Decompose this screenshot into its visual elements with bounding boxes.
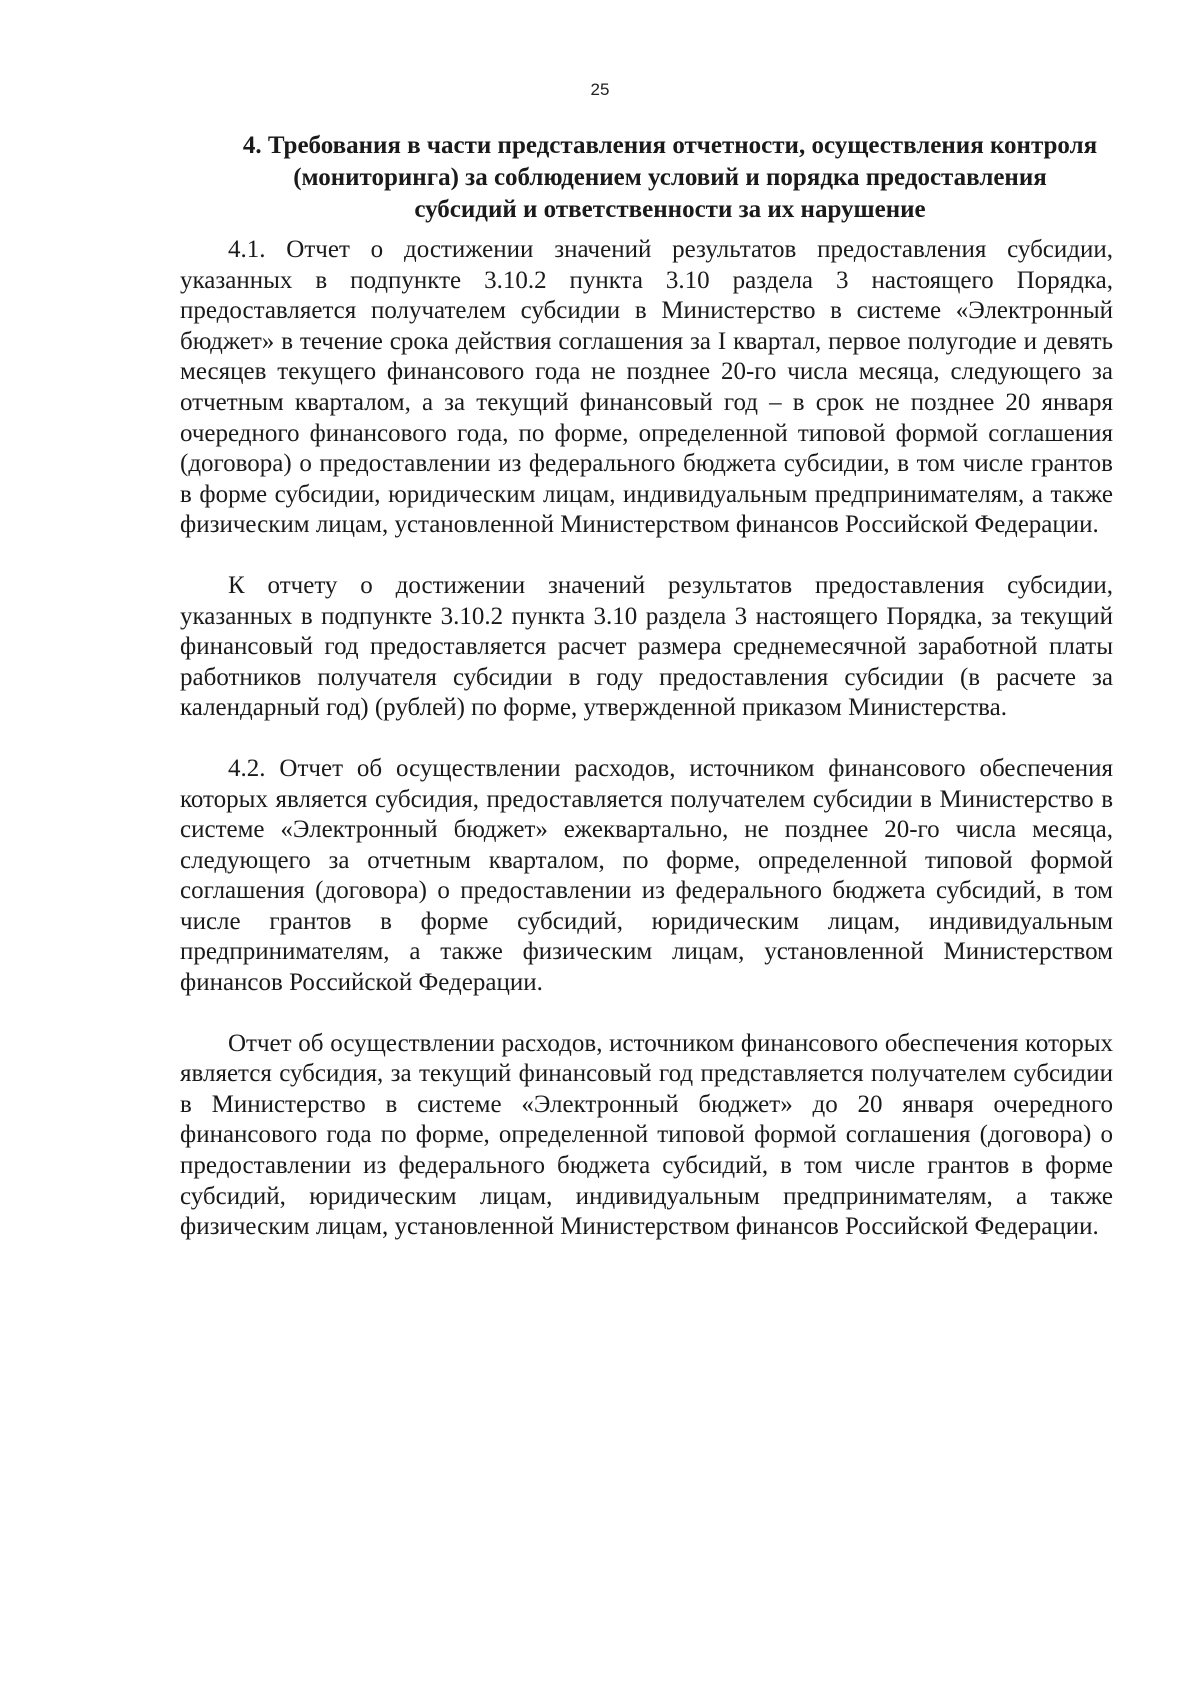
paragraph-4-2: 4.2. Отчет об осуществлении расходов, источником финансового обеспечения которых является субсидия, предоставляется получателем субсидии в Министерство в системе «Электронный бюджет» ежеквартально, не позднее 20-го числа месяца, следующего за отчетным кварталом, по форме, определенной типовой формой соглашения (договора) о предоставлении из федерального бюджета субсидий, в том числе грантов в форме субсидий, юридическим лицам, индивидуальным предпринимателям, а также физическим лицам, установленной Министерством финансов Российской Федерации. [180, 754, 1113, 997]
section-title: 4. Требования в части представления отчетности, осуществления контроля (мониторинга) за соблюдением условий и порядка предоставления субсидий и ответственности за их нарушение [242, 132, 1098, 223]
paragraph-4-2-annual: Отчет об осуществлении расходов, источником финансового обеспечения которых является субсидия, за текущий финансовый год представляется получателем субсидии в Министерство в системе «Электронный бюджет» до 20 января очередного финансового года по форме, определенной типовой формой соглашения (договора) о предоставлении из федерального бюджета субсидий, в том числе грантов в форме субсидий, юридическим лицам, индивидуальным предпринимателям, а также физическим лицам, установленной Министерством финансов Российской Федерации. [180, 1029, 1113, 1241]
paragraph-4-1: 4.1. Отчет о достижении значений результатов предоставления субсидии, указанных в подпункте 3.10.2 пункта 3.10 раздела 3 настоящего Порядка, предоставляется получателем субсидии в Министерство в системе «Электронный бюджет» в течение срока действия соглашения за I квартал, первое полугодие и девять месяцев текущего финансового года не позднее 20-го числа месяца, следующего за отчетным кварталом, а за текущий финансовый год – в срок не позднее 20 января очередного финансового года, по форме, определенной типовой формой соглашения (договора) о предоставлении из федерального бюджета субсидии, в том числе грантов в форме субсидии, юридическим лицам, индивидуальным предпринимателям, а также физическим лицам, установленной Министерством финансов Российской Федерации. [180, 236, 1113, 539]
document-body [180, 235, 1113, 1243]
page-number: 25 [590, 80, 610, 99]
paragraph-4-1-appendix: К отчету о достижении значений результатов предоставления субсидии, указанных в подпункте 3.10.2 пункта 3.10 раздела 3 настоящего Порядка, за текущий финансовый год предоставляется расчет размера среднемесячной заработной платы работников получателя субсидии в году предоставления субсидии (в расчете за календарный год) (рублей) по форме, утвержденной приказом Министерства. [180, 571, 1113, 722]
